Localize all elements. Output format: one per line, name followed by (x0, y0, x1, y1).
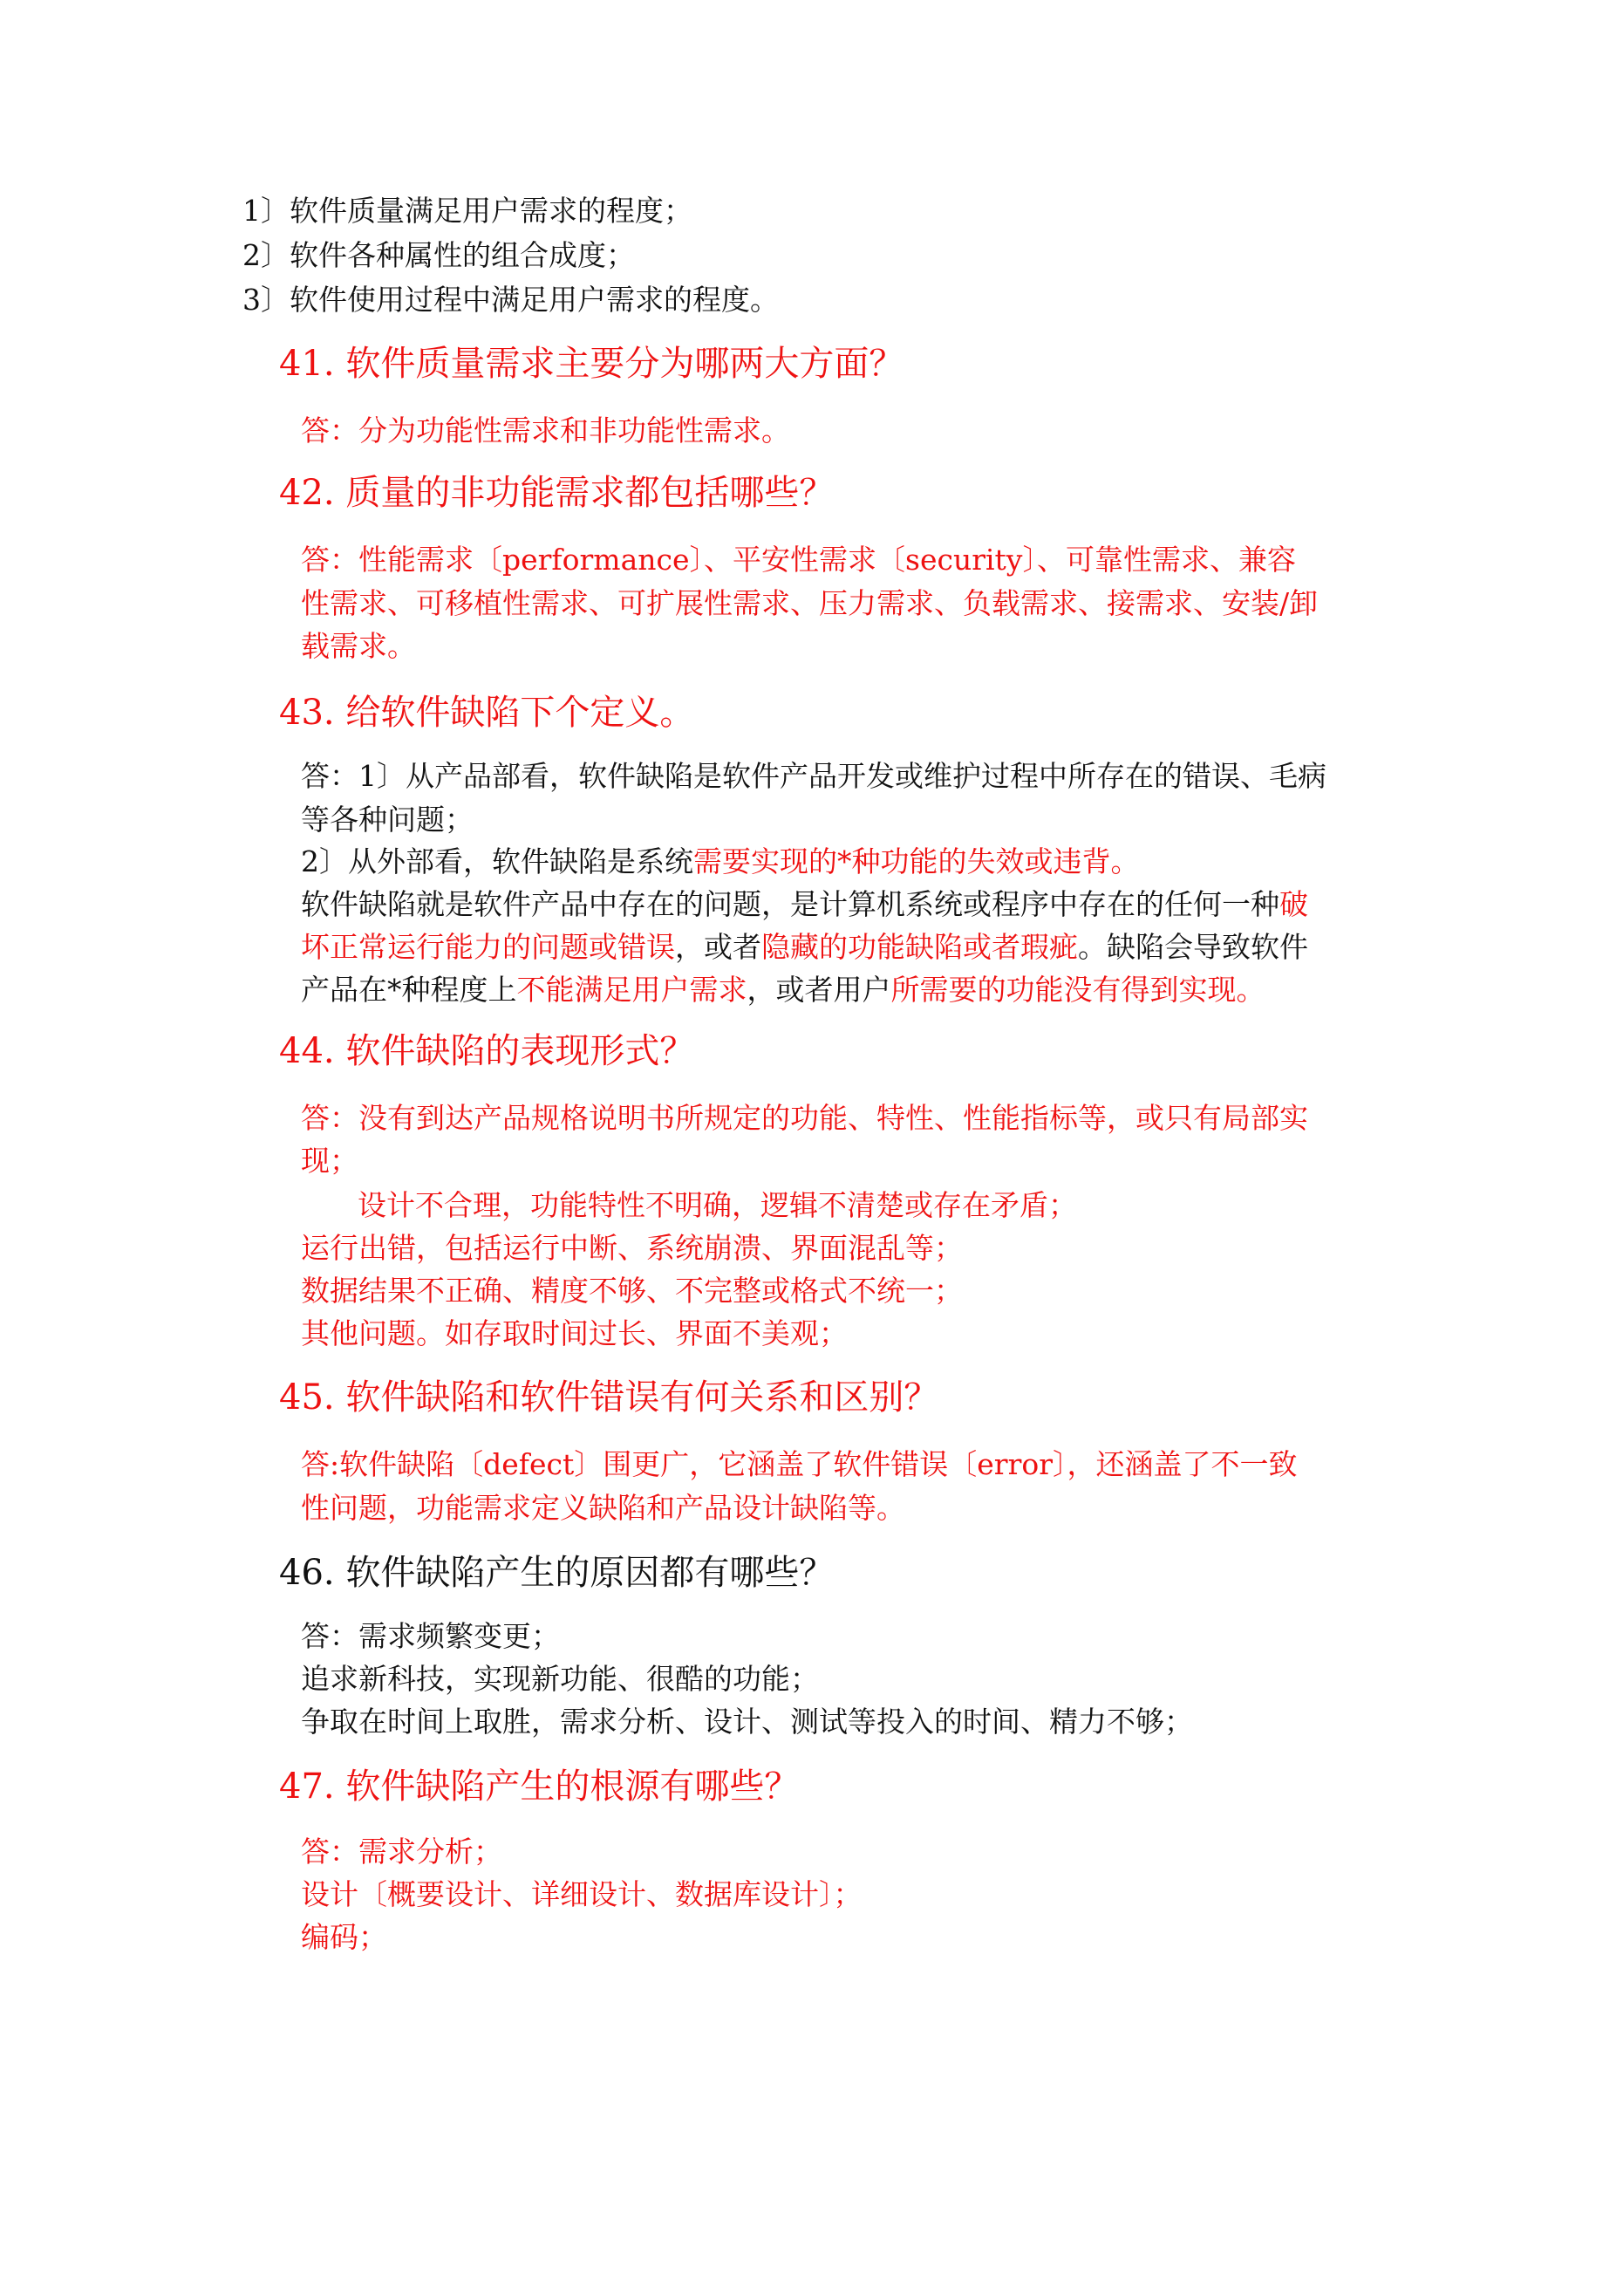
intro-item-2: 2〕软件各种属性的组合成度； (242, 238, 635, 272)
answer-43-line-6-part-2: 不能满足用户需求 (516, 973, 747, 1007)
answer-43-line-3-part-2: 需要实现的*种功能的失效或违背。 (693, 844, 1140, 878)
answer-44-line-2: 现； (301, 1144, 358, 1178)
answer-41-line-1: 答：分为功能性需求和非功能性需求。 (301, 413, 790, 448)
answer-44-line-4: 运行出错，包括运行中断、系统崩溃、界面混乱等； (301, 1231, 963, 1265)
answer-44-line-6: 其他问题。如存取时间过长、界面不美观； (301, 1316, 848, 1350)
answer-47-line-3: 编码； (301, 1920, 387, 1954)
answer-44-line-5: 数据结果不正确、精度不够、不完整或格式不统一； (301, 1274, 963, 1308)
answer-43-line-5 (301, 930, 1308, 965)
intro-item-3: 3〕软件使用过程中满足用户需求的程度。 (242, 283, 779, 317)
answer-42-line-3: 载需求。 (301, 629, 416, 663)
answer-43-line-4-part-1: 软件缺陷就是软件产品中存在的问题，是计算机系统或程序中存在的任何一种 (301, 887, 1279, 921)
answer-46-line-2: 追求新科技，实现新功能、很酷的功能； (301, 1662, 819, 1696)
answer-44-line-1: 答：没有到达产品规格说明书所规定的功能、特性、性能指标等，或只有局部实 (301, 1101, 1308, 1135)
question-41-title: 41. 软件质量需求主要分为哪两大方面？ (279, 344, 904, 384)
question-42-title: 42. 质量的非功能需求都包括哪些？ (279, 473, 835, 513)
answer-43-line-4 (301, 887, 1308, 922)
answer-43-line-6-part-1: 产品在*种程度上 (301, 973, 517, 1007)
answer-43-line-4-part-2: 破 (1279, 887, 1308, 921)
answer-42-line-1: 答：性能需求〔performance〕、平安性需求〔security〕、可靠性需求、兼容 (301, 543, 1296, 577)
answer-47-line-1: 答：需求分析； (301, 1835, 502, 1869)
answer-45-line-1: 答:软件缺陷〔defect〕围更广，它涵盖了软件错误〔error〕，还涵盖了不一致 (301, 1447, 1298, 1481)
answer-42-line-2: 性需求、可移植性需求、可扩展性需求、压力需求、负载需求、接需求、安装/卸 (301, 586, 1319, 620)
answer-46-line-1: 答：需求频繁变更； (301, 1619, 560, 1653)
answer-43-line-1: 答：1〕从产品部看，软件缺陷是软件产品开发或维护过程中所存在的错误、毛病 (301, 759, 1326, 793)
answer-43-line-5-part-1: 坏正常运行能力的问题或错误 (301, 930, 675, 964)
answer-45-line-2: 性问题，功能需求定义缺陷和产品设计缺陷等。 (301, 1491, 905, 1525)
question-46-title: 46. 软件缺陷产生的原因都有哪些？ (279, 1553, 835, 1593)
answer-44-line-3: 设计不合理，功能特性不明确，逻辑不清楚或存在矛盾； (358, 1188, 1077, 1222)
question-47-title: 47. 软件缺陷产生的根源有哪些？ (279, 1766, 800, 1807)
answer-43-line-3 (301, 844, 1140, 879)
question-45-title: 45. 软件缺陷和软件错误有何关系和区别？ (279, 1377, 939, 1418)
answer-47-line-2: 设计〔概要设计、详细设计、数据库设计〕； (301, 1877, 863, 1911)
question-43-title (279, 692, 694, 734)
answer-43-line-2: 等各种问题； (301, 803, 474, 837)
answer-43-line-6-part-3: ，或者用户 (747, 973, 891, 1007)
answer-43-line-6 (301, 973, 1265, 1008)
answer-43-line-5-part-2: ，或者 (675, 930, 761, 964)
answer-43-line-5-part-3: 隐藏的功能缺陷或者瑕疵 (761, 930, 1078, 964)
intro-item-1: 1〕软件质量满足用户需求的程度； (242, 194, 692, 228)
answer-43-line-5-part-4: 。缺陷会导致软件 (1078, 930, 1308, 964)
answer-43-line-6-part-4: 所需要的功能没有得到实现。 (890, 973, 1265, 1007)
question-44-title: 44. 软件缺陷的表现形式？ (279, 1031, 695, 1071)
answer-46-line-3: 争取在时间上取胜，需求分析、设计、测试等投入的时间、精力不够； (301, 1705, 1193, 1739)
question-43-title-text: 43. 给软件缺陷下个定义。 (279, 693, 695, 733)
answer-43-line-3-part-1: 2〕从外部看，软件缺陷是系统 (301, 844, 693, 878)
